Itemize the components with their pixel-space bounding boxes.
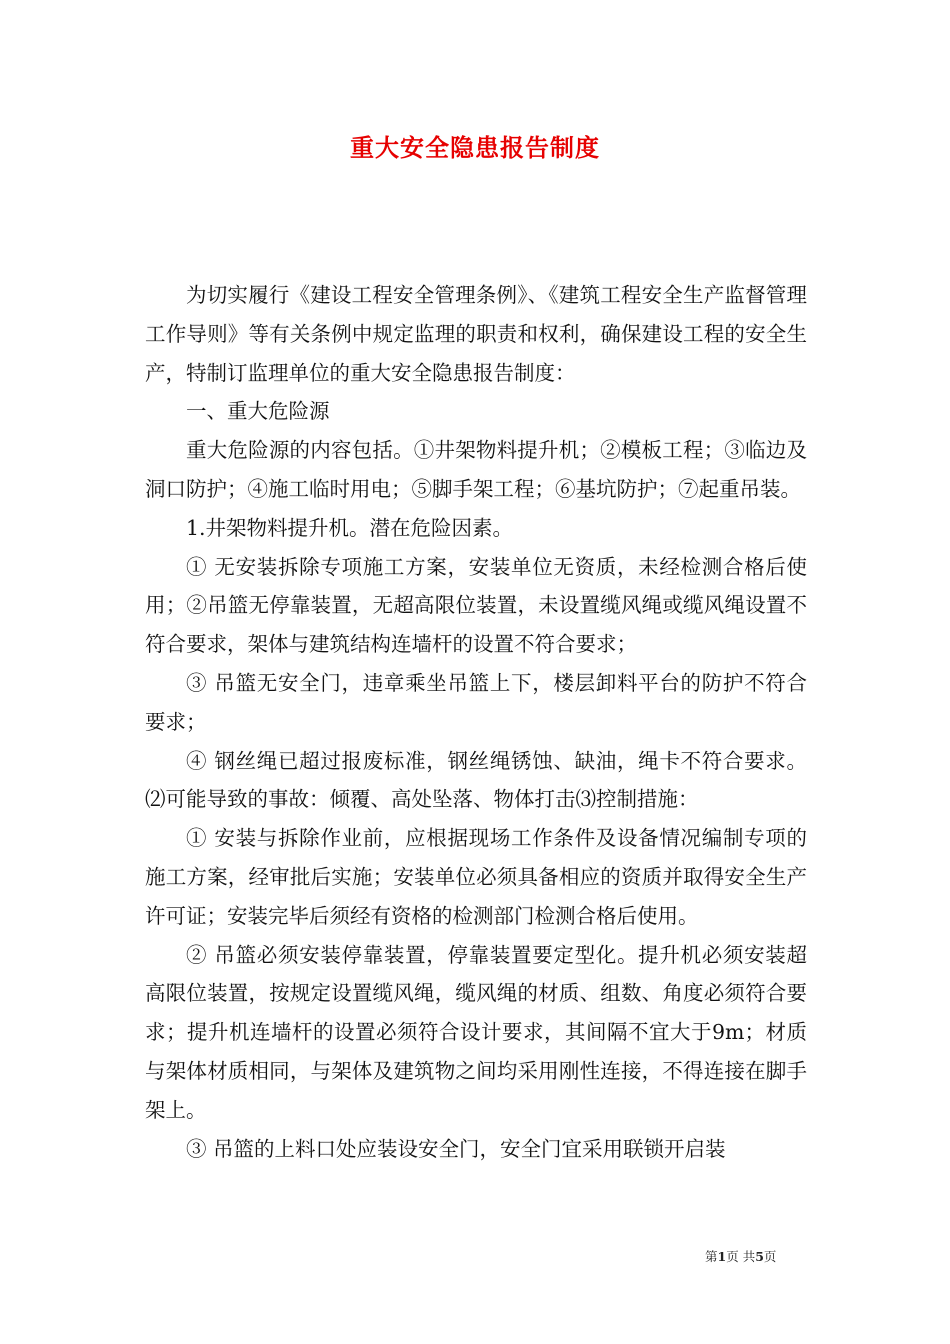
paragraph-measure-1: ① 安装与拆除作业前，应根据现场工作条件及设备情况编制专项的施工方案，经审批后实施；安装单位必须具备相应的资质并取得安全生产许可证；安装完毕后须经有资格的检测部门检测合格后使用。 (145, 826, 807, 928)
footer-page-number: 1 (717, 1249, 727, 1264)
footer-suffix: 页 (763, 1249, 777, 1264)
document-title: 重大安全隐患报告制度 (350, 133, 600, 162)
paragraph-risk-1: ① 无安装拆除专项施工方案，安装单位无资质，未经检测合格后使用；②吊篮无停靠装置，无超高限位装置，未设置缆风绳或缆风绳设置不符合要求，架体与建筑结构连墙杆的设置不符合要求； (145, 554, 807, 657)
paragraph-hazard-list: 重大危险源的内容包括。①井架物料提升机；②模板工程；③临边及洞口防护；④施工临时用电；⑤脚手架工程；⑥基坑防护；⑦起重吊装。 (145, 438, 807, 501)
page-footer (705, 1249, 815, 1265)
paragraph-measure-2: ② 吊篮必须安装停靠装置，停靠装置要定型化。提升机必须安装超高限位装置，按规定设置缆风绳，缆风绳的材质、组数、角度必须符合要求；提升机连墙杆的设置必须符合设计要求，其间隔不宜大于9m；材质与架体材质相同，与架体及建筑物之间均采用刚性连接，不得连接在脚手架上。 (145, 942, 807, 1122)
footer-middle: 页 共 (726, 1249, 756, 1264)
subsection-heading: 1.井架物料提升机。潜在危险因素。 (186, 515, 514, 540)
paragraph-risk-4: ④ 钢丝绳已超过报废标准，钢丝绳锈蚀、缺油，绳卡不符合要求。⑵可能导致的事故：倾覆、高处坠落、物体打击⑶控制措施： (145, 748, 807, 812)
document-body (145, 276, 807, 1168)
paragraph-measure-3: ③ 吊篮的上料口处应装设安全门，安全门宜采用联锁开启装 (186, 1136, 726, 1161)
paragraph-risk-3: ③ 吊篮无安全门，违章乘坐吊篮上下，楼层卸料平台的防护不符合要求； (145, 670, 807, 734)
footer-prefix: 第 (705, 1249, 718, 1264)
paragraph-intro: 为切实履行《建设工程安全管理条例》、《建筑工程安全生产监督管理工作导则》等有关条例中规定监理的职责和权利，确保建设工程的安全生产，特制订监理单位的重大安全隐患报告制度： (145, 283, 807, 385)
section-heading: 一、重大危险源 (186, 399, 330, 424)
footer-total-pages: 5 (755, 1249, 764, 1264)
